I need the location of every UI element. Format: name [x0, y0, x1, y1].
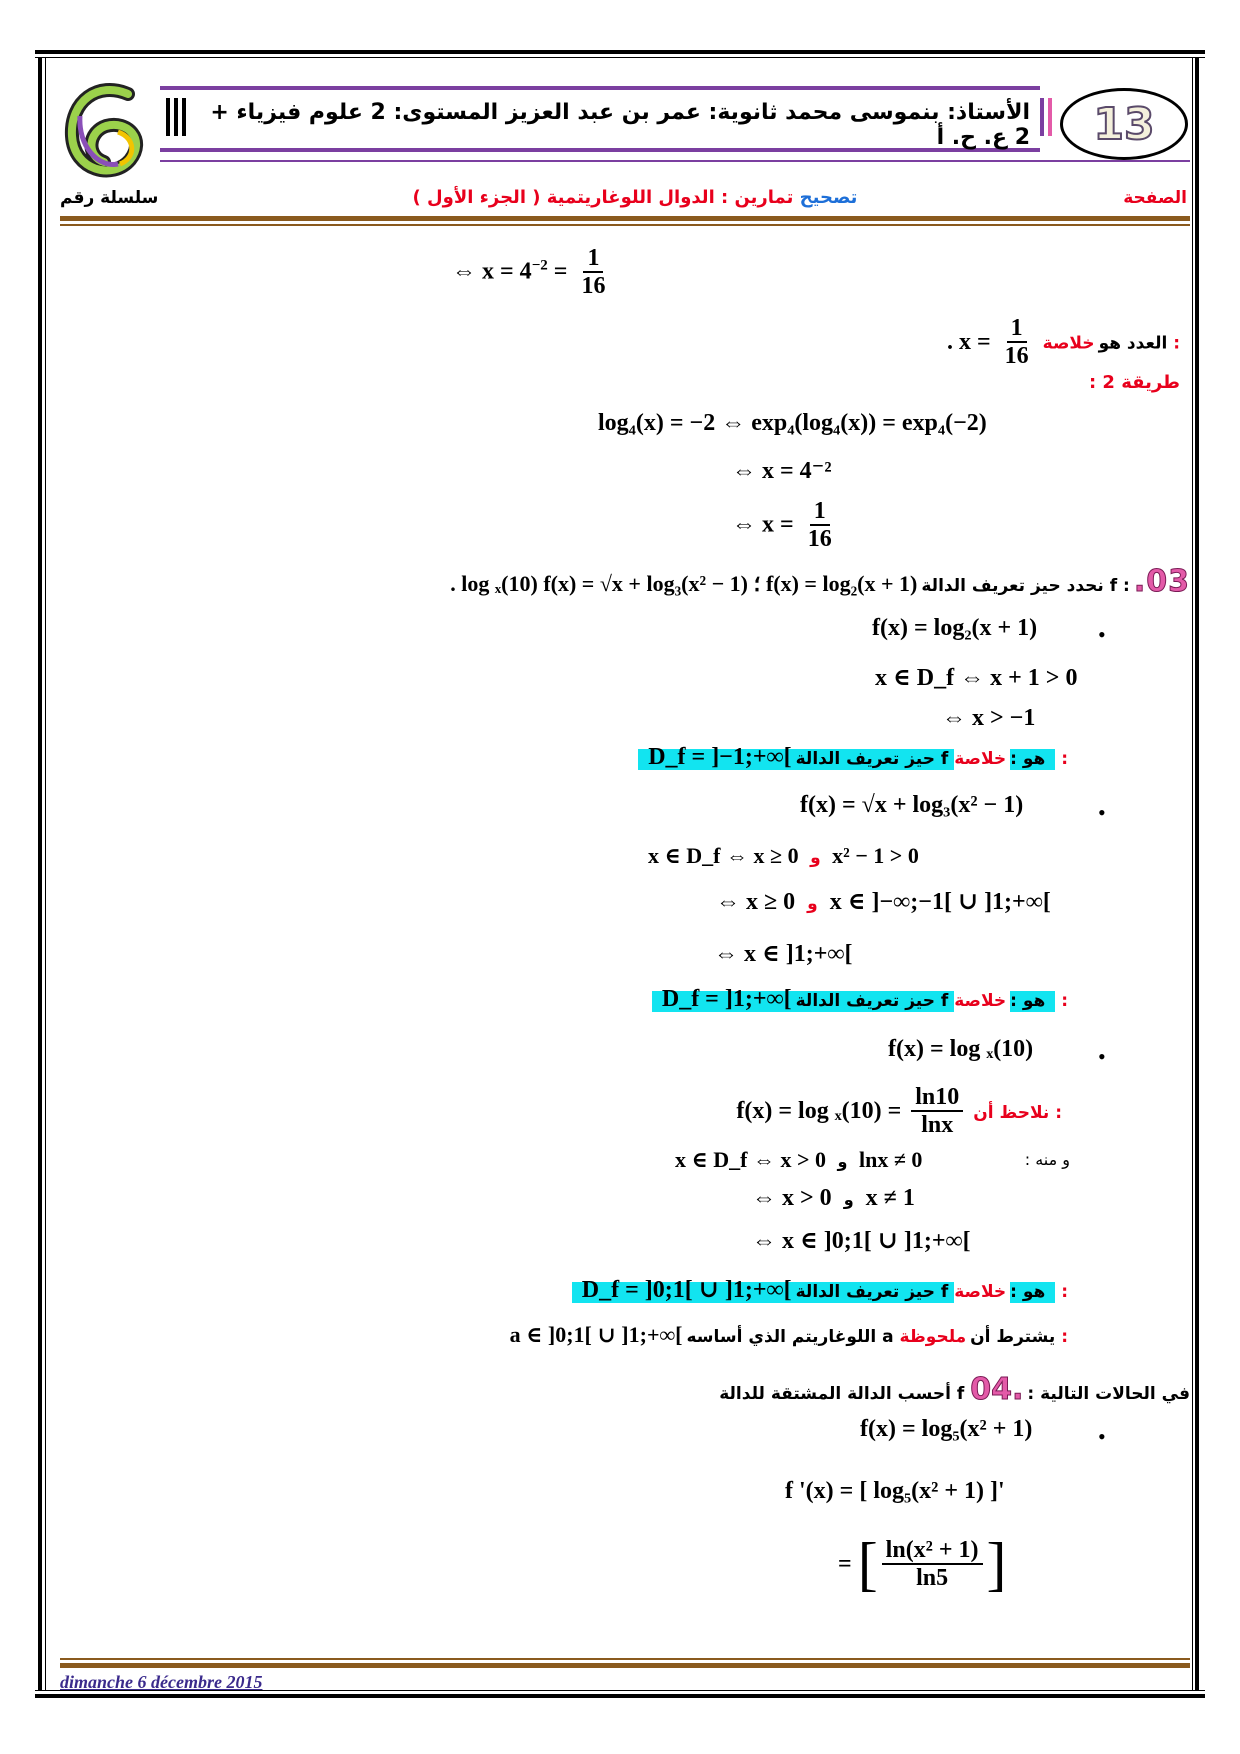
bullet: •	[1098, 622, 1106, 647]
fraction-1-16: $\frac{1}{16}$	[581, 245, 606, 300]
footer-rule-1	[60, 1658, 1190, 1660]
result-highlight: D_f = ]0;1[ ∪ ]1;+∞[ حيز تعريف الدالة f هو :	[572, 1282, 1056, 1303]
footer-date: dimanche 6 décembre 2015	[60, 1672, 263, 1692]
method-2-line-3: ⇔ x = $\frac{1}{16}$	[732, 498, 832, 553]
bullet: •	[1098, 800, 1106, 825]
left-border	[38, 58, 42, 1690]
conclusion-1-math: . x = $\frac{1}{16}$	[946, 315, 1029, 370]
series-label: سلسلة رقم	[60, 188, 159, 208]
exercise-03-functions: . log ₓ(10) f(x) = √x + log₃(x² − 1) ؛ f(x) = log₂(x + 1)	[450, 571, 918, 596]
hence-label: و منه :	[1024, 1150, 1070, 1169]
right-border-thin	[1192, 58, 1193, 1690]
top-border-thin	[35, 57, 1205, 58]
remark: a ∈ ]0;1[ ∪ ]1;+∞[ اللوغاريتم الذي أساسه a يشترط أن ملحوظة :	[509, 1322, 1068, 1347]
conclusion-b2: D_f = ]1;+∞[ حيز تعريف الدالة f هو : خلاصة :	[640, 986, 1068, 1013]
bullet: •	[1098, 1044, 1106, 1069]
page-label: الصفحة	[1123, 188, 1187, 208]
header-left-bar-3	[182, 98, 186, 136]
exercise-04-statement: أحسب الدالة المشتقة للدالة f في الحالات التالية : .04	[719, 1372, 1190, 1407]
right-border	[1195, 58, 1199, 1690]
header-line-top	[160, 86, 1040, 90]
page-number-badge	[1060, 88, 1188, 160]
b2-line-1: x ∈ D_f ⇔ x ≥ 0 و x² − 1 > 0	[648, 843, 919, 868]
fraction-ln: $\frac{\text{ln(x² + 1)}}{\ln 5}$	[882, 1537, 983, 1593]
b1-title: f(x) = log₂(x + 1)	[872, 615, 1038, 641]
c1-line-1: f '(x) = [ log₅(x² + 1) ]'	[785, 1478, 1005, 1504]
chapter-subtitle	[400, 187, 870, 208]
header-title: الأستاذ: بنموسى محمد ثانوية: عمر بن عبد العزيز المستوى: 2 علوم فيزياء + 2 ع. ح. أ	[210, 100, 1030, 150]
bottom-border	[35, 1694, 1205, 1698]
method-2-line-2: ⇔ x = 4⁻²	[732, 458, 832, 484]
b3-line-1: f(x) = log ₓ(10) = $\frac{\ln 10}{\ln x}$ نلاحظ أن :	[736, 1084, 1062, 1139]
b1-line-1: x ∈ D_f ⇔ x + 1 > 0	[875, 665, 1078, 691]
subtitle-main: تمارين : الدوال اللوغاريتمية ( الجزء الأول )	[412, 187, 794, 208]
header-rule-2	[60, 224, 1190, 226]
result-highlight: D_f = ]1;+∞[ حيز تعريف الدالة f هو :	[652, 991, 1055, 1012]
b3-line-3: ⇔ x > 0 و x ≠ 1	[752, 1185, 915, 1211]
header-left-bar-2	[174, 98, 178, 136]
b3-title: f(x) = log ₓ(10)	[888, 1036, 1034, 1062]
b3-line-4: ⇔ x ∈ ]0;1[ ∪ ]1;+∞[	[752, 1228, 971, 1254]
header-right-bar-1	[1040, 98, 1044, 136]
method-2-line-1: log₄(x) = −2 ⇔ exp₄(log₄(x)) = exp₄(−2)	[598, 410, 987, 436]
footer-rule-2	[60, 1663, 1190, 1668]
header-right-bar-2	[1048, 98, 1052, 136]
conclusion-b1: D_f = ]−1;+∞[ حيز تعريف الدالة f هو : خلاصة :	[630, 744, 1068, 771]
b2-line-3: ⇔ x ∈ ]1;+∞[	[714, 941, 853, 967]
left-border-thin	[45, 58, 46, 1690]
b2-line-2: ⇔ x ≥ 0 و x ∈ ]−∞;−1[ ∪ ]1;+∞[	[716, 889, 1051, 915]
b2-title: f(x) = √x + log₃(x² − 1)	[800, 792, 1024, 818]
exercise-03-statement	[240, 564, 1190, 599]
top-border	[35, 50, 1205, 54]
equation-top: ⇔ $x = 4^{-2}$ = $\frac{1}{16}$	[452, 245, 613, 301]
fraction-ln10-lnx: $\frac{\ln 10}{\ln x}$	[911, 1084, 963, 1140]
subtitle-prefix: تصحيح	[799, 187, 858, 208]
result-highlight: D_f = ]−1;+∞[ حيز تعريف الدالة f هو :	[638, 749, 1055, 770]
header-rule-1	[60, 216, 1190, 221]
exercise-03-text: نحدد حيز تعريف الدالة f :	[921, 576, 1130, 596]
b3-line-2: x ∈ D_f ⇔ x > 0 و lnx ≠ 0	[675, 1147, 923, 1172]
conclusion-b3: D_f = ]0;1[ ∪ ]1;+∞[ حيز تعريف الدالة f هو : خلاصة :	[560, 1274, 1068, 1304]
series-logo	[58, 76, 148, 186]
method-2-label: طريقة 2 :	[1088, 372, 1180, 393]
header-left-bar-1	[166, 98, 170, 136]
c1-line-2: = [ $\frac{\text{ln(x² + 1)}}{\ln 5}$ ]	[838, 1531, 1007, 1597]
conclusion-1: . x = $\frac{1}{16}$ العدد هو خلاصة :	[946, 315, 1180, 370]
exercise-03-number: .03	[1133, 564, 1190, 599]
c1-title: f(x) = log₅(x² + 1)	[860, 1416, 1033, 1442]
b1-line-2: ⇔ x > −1	[942, 705, 1036, 731]
bullet: •	[1098, 1424, 1106, 1449]
page-number: 13	[1093, 98, 1155, 150]
exercise-04-number: .04	[970, 1372, 1024, 1407]
header-line-under	[160, 160, 1190, 162]
